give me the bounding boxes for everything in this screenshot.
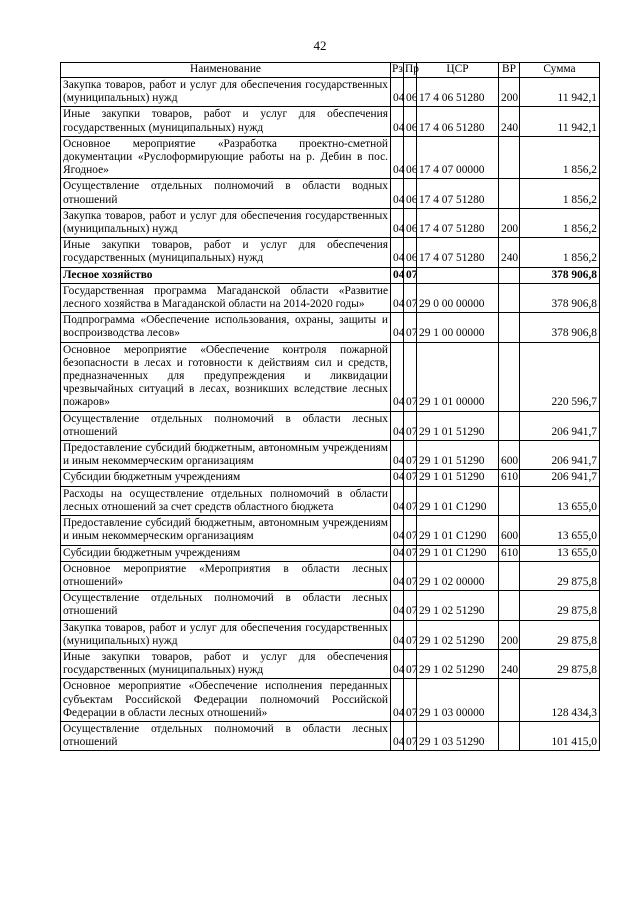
row-rz: 04 bbox=[391, 561, 404, 590]
header-name: Наименование bbox=[61, 63, 391, 78]
table-row bbox=[61, 107, 600, 136]
table-row bbox=[61, 283, 600, 312]
row-sum: 11 942,1 bbox=[520, 107, 600, 136]
row-csr: 29 1 01 С1290 bbox=[417, 486, 499, 515]
row-pr: 07 bbox=[404, 486, 417, 515]
row-rz: 04 bbox=[391, 516, 404, 545]
row-sum: 1 856,2 bbox=[520, 179, 600, 208]
row-name: Осуществление отдельных полномочий в области лесных отношений bbox=[61, 721, 391, 750]
row-rz: 04 bbox=[391, 411, 404, 440]
row-vr: 610 bbox=[499, 470, 520, 486]
header-pr: Пр bbox=[404, 63, 417, 78]
table-row bbox=[61, 136, 600, 179]
row-pr: 07 bbox=[404, 267, 417, 283]
row-pr: 06 bbox=[404, 136, 417, 179]
row-sum: 1 856,2 bbox=[520, 208, 600, 237]
row-pr: 06 bbox=[404, 179, 417, 208]
row-name: Основное мероприятие «Обеспечение контроля пожарной безопасности в лесах и готовности к действиям сил и средств, предназначенных для предупреждения и ликвидации чрезвычайных ситуаций в лесах, возникших вследствие лесных пожаров» bbox=[61, 342, 391, 411]
row-csr: 17 4 07 51280 bbox=[417, 208, 499, 237]
row-csr: 29 1 02 51290 bbox=[417, 620, 499, 649]
row-csr: 17 4 07 51280 bbox=[417, 179, 499, 208]
table-row bbox=[61, 545, 600, 561]
row-pr: 07 bbox=[404, 679, 417, 722]
row-csr: 29 1 01 С1290 bbox=[417, 545, 499, 561]
row-rz: 04 bbox=[391, 649, 404, 678]
row-rz: 04 bbox=[391, 136, 404, 179]
row-sum: 101 415,0 bbox=[520, 721, 600, 750]
row-sum: 29 875,8 bbox=[520, 620, 600, 649]
row-name: Осуществление отдельных полномочий в области водных отношений bbox=[61, 179, 391, 208]
row-sum: 220 596,7 bbox=[520, 342, 600, 411]
row-sum: 206 941,7 bbox=[520, 441, 600, 470]
row-pr: 07 bbox=[404, 283, 417, 312]
row-rz: 04 bbox=[391, 620, 404, 649]
row-sum: 11 942,1 bbox=[520, 78, 600, 107]
row-vr bbox=[499, 411, 520, 440]
table-row bbox=[61, 620, 600, 649]
table-row bbox=[61, 179, 600, 208]
row-sum: 378 906,8 bbox=[520, 313, 600, 342]
table-row bbox=[61, 679, 600, 722]
row-rz: 04 bbox=[391, 107, 404, 136]
row-rz: 04 bbox=[391, 342, 404, 411]
row-csr: 17 4 06 51280 bbox=[417, 107, 499, 136]
row-pr: 07 bbox=[404, 591, 417, 620]
row-vr: 240 bbox=[499, 238, 520, 267]
row-pr: 07 bbox=[404, 313, 417, 342]
row-csr bbox=[417, 267, 499, 283]
row-csr: 29 1 02 51290 bbox=[417, 591, 499, 620]
row-sum: 378 906,8 bbox=[520, 283, 600, 312]
row-csr: 17 4 06 51280 bbox=[417, 78, 499, 107]
row-csr: 17 4 07 00000 bbox=[417, 136, 499, 179]
table-body bbox=[61, 78, 600, 751]
row-rz: 04 bbox=[391, 267, 404, 283]
row-pr: 07 bbox=[404, 441, 417, 470]
row-rz: 04 bbox=[391, 179, 404, 208]
row-vr bbox=[499, 283, 520, 312]
row-rz: 04 bbox=[391, 470, 404, 486]
row-name: Расходы на осуществление отдельных полномочий в области лесных отношений за счет средств областного бюджета bbox=[61, 486, 391, 515]
row-name: Закупка товаров, работ и услуг для обеспечения государственных (муниципальных) нужд bbox=[61, 78, 391, 107]
row-vr bbox=[499, 136, 520, 179]
row-csr: 29 1 01 51290 bbox=[417, 441, 499, 470]
table-row bbox=[61, 721, 600, 750]
table-row bbox=[61, 208, 600, 237]
row-vr bbox=[499, 591, 520, 620]
row-name: Государственная программа Магаданской области «Развитие лесного хозяйства в Магаданской области на 2014-2020 годы» bbox=[61, 283, 391, 312]
budget-table bbox=[60, 62, 600, 751]
row-pr: 07 bbox=[404, 411, 417, 440]
row-sum: 206 941,7 bbox=[520, 470, 600, 486]
row-name: Подпрограмма «Обеспечение использования, охраны, защиты и воспроизводства лесов» bbox=[61, 313, 391, 342]
row-rz: 04 bbox=[391, 313, 404, 342]
row-pr: 07 bbox=[404, 516, 417, 545]
row-sum: 206 941,7 bbox=[520, 411, 600, 440]
row-name: Основное мероприятие «Разработка проектно-сметной документации «Руслоформирующие работы на р. Дебин в пос. Ягодное» bbox=[61, 136, 391, 179]
row-pr: 07 bbox=[404, 620, 417, 649]
row-sum: 13 655,0 bbox=[520, 486, 600, 515]
row-pr: 07 bbox=[404, 561, 417, 590]
row-sum: 13 655,0 bbox=[520, 545, 600, 561]
row-csr: 29 1 02 51290 bbox=[417, 649, 499, 678]
page-number: 42 bbox=[313, 38, 327, 53]
row-csr: 29 1 01 00000 bbox=[417, 342, 499, 411]
row-name: Субсидии бюджетным учреждениям bbox=[61, 545, 391, 561]
table-row bbox=[61, 516, 600, 545]
row-name: Иные закупки товаров, работ и услуг для обеспечения государственных (муниципальных) нужд bbox=[61, 649, 391, 678]
table-row bbox=[61, 470, 600, 486]
table-row bbox=[61, 441, 600, 470]
row-rz: 04 bbox=[391, 441, 404, 470]
table-row bbox=[61, 342, 600, 411]
table-header-row bbox=[61, 63, 600, 78]
row-vr bbox=[499, 267, 520, 283]
row-vr: 240 bbox=[499, 107, 520, 136]
row-vr bbox=[499, 486, 520, 515]
table-row bbox=[61, 591, 600, 620]
row-vr: 610 bbox=[499, 545, 520, 561]
row-sum: 1 856,2 bbox=[520, 238, 600, 267]
row-vr bbox=[499, 679, 520, 722]
row-rz: 04 bbox=[391, 486, 404, 515]
row-sum: 128 434,3 bbox=[520, 679, 600, 722]
row-vr bbox=[499, 313, 520, 342]
row-csr: 29 1 03 00000 bbox=[417, 679, 499, 722]
header-sum: Сумма bbox=[520, 63, 600, 78]
row-vr bbox=[499, 342, 520, 411]
row-pr: 07 bbox=[404, 545, 417, 561]
row-vr bbox=[499, 179, 520, 208]
row-name: Иные закупки товаров, работ и услуг для обеспечения государственных (муниципальных) нужд bbox=[61, 238, 391, 267]
row-csr: 29 1 01 С1290 bbox=[417, 516, 499, 545]
table-row bbox=[61, 238, 600, 267]
row-name: Предоставление субсидий бюджетным, автономным учреждениям и иным некоммерческим организациям bbox=[61, 516, 391, 545]
row-csr: 29 1 00 00000 bbox=[417, 313, 499, 342]
row-pr: 07 bbox=[404, 342, 417, 411]
row-sum: 1 856,2 bbox=[520, 136, 600, 179]
header-csr: ЦСР bbox=[417, 63, 499, 78]
row-vr: 200 bbox=[499, 208, 520, 237]
table-row bbox=[61, 411, 600, 440]
row-sum: 13 655,0 bbox=[520, 516, 600, 545]
row-vr: 600 bbox=[499, 441, 520, 470]
row-vr: 600 bbox=[499, 516, 520, 545]
table-row bbox=[61, 486, 600, 515]
row-sum: 29 875,8 bbox=[520, 591, 600, 620]
row-sum: 29 875,8 bbox=[520, 649, 600, 678]
table-row bbox=[61, 267, 600, 283]
row-sum: 29 875,8 bbox=[520, 561, 600, 590]
row-rz: 04 bbox=[391, 283, 404, 312]
row-csr: 29 1 02 00000 bbox=[417, 561, 499, 590]
row-vr: 200 bbox=[499, 78, 520, 107]
row-vr bbox=[499, 721, 520, 750]
row-vr: 200 bbox=[499, 620, 520, 649]
row-name: Закупка товаров, работ и услуг для обеспечения государственных (муниципальных) нужд bbox=[61, 620, 391, 649]
row-name: Субсидии бюджетным учреждениям bbox=[61, 470, 391, 486]
row-pr: 06 bbox=[404, 208, 417, 237]
row-name: Основное мероприятие «Мероприятия в области лесных отношений» bbox=[61, 561, 391, 590]
row-pr: 07 bbox=[404, 649, 417, 678]
row-vr: 240 bbox=[499, 649, 520, 678]
row-rz: 04 bbox=[391, 545, 404, 561]
row-name: Основное мероприятие «Обеспечение исполнения переданных субъектам Российской Федерации полномочий Российской Федерации в области лесных отношений» bbox=[61, 679, 391, 722]
table-row bbox=[61, 313, 600, 342]
row-rz: 04 bbox=[391, 591, 404, 620]
row-rz: 04 bbox=[391, 721, 404, 750]
row-rz: 04 bbox=[391, 238, 404, 267]
row-name: Осуществление отдельных полномочий в области лесных отношений bbox=[61, 591, 391, 620]
row-name: Осуществление отдельных полномочий в области лесных отношений bbox=[61, 411, 391, 440]
row-pr: 07 bbox=[404, 721, 417, 750]
row-name: Лесное хозяйство bbox=[61, 267, 391, 283]
row-name: Иные закупки товаров, работ и услуг для обеспечения государственных (муниципальных) нужд bbox=[61, 107, 391, 136]
row-rz: 04 bbox=[391, 679, 404, 722]
header-rz: Рз bbox=[391, 63, 404, 78]
row-pr: 06 bbox=[404, 238, 417, 267]
row-pr: 07 bbox=[404, 470, 417, 486]
row-rz: 04 bbox=[391, 78, 404, 107]
row-pr: 06 bbox=[404, 78, 417, 107]
row-csr: 29 1 03 51290 bbox=[417, 721, 499, 750]
row-rz: 04 bbox=[391, 208, 404, 237]
row-pr: 06 bbox=[404, 107, 417, 136]
row-name: Закупка товаров, работ и услуг для обеспечения государственных (муниципальных) нужд bbox=[61, 208, 391, 237]
row-vr bbox=[499, 561, 520, 590]
row-sum: 378 906,8 bbox=[520, 267, 600, 283]
row-csr: 29 1 01 51290 bbox=[417, 411, 499, 440]
table-row bbox=[61, 561, 600, 590]
header-vr: ВР bbox=[499, 63, 520, 78]
row-csr: 17 4 07 51280 bbox=[417, 238, 499, 267]
table-row bbox=[61, 78, 600, 107]
row-name: Предоставление субсидий бюджетным, автономным учреждениям и иным некоммерческим организациям bbox=[61, 441, 391, 470]
row-csr: 29 1 01 51290 bbox=[417, 470, 499, 486]
row-csr: 29 0 00 00000 bbox=[417, 283, 499, 312]
table-row bbox=[61, 649, 600, 678]
